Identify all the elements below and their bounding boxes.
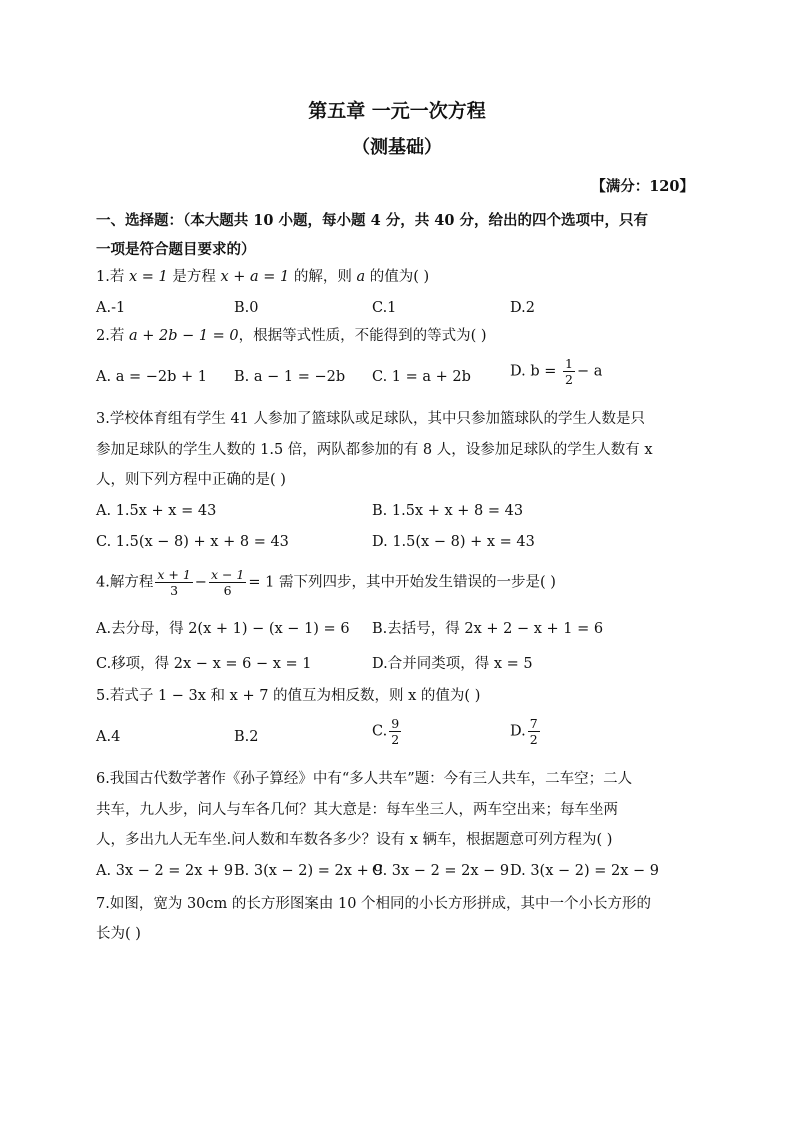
q1-text-d: 的值为( ) [365,269,430,285]
q6-option-a: A. 3x − 2 = 2x + 9 [96,863,234,879]
q4-fraction-1 [155,567,192,598]
q1-text-b: 是方程 [167,269,221,285]
q2-math: a + 2b − 1 = 0 [128,328,239,344]
q6-option-b: B. 3(x − 2) = 2x + 9 [234,863,383,879]
q2-option-a: A. a = −2b + 1 [96,369,207,385]
q4-option-b: B.去括号，得 2x + 2 − x + 1 = 6 [372,621,604,637]
q5-option-c-numerator: 9 [391,716,400,731]
q2-option-d-prefix: D. b = [510,363,561,380]
q4-text-a: 4.解方程 [96,574,154,591]
q2-option-d-denominator: 2 [564,372,573,387]
q4-option-c: C.移项，得 2x − x = 6 − x = 1 [96,656,312,672]
q1-math-1: x = 1 [128,269,168,285]
q3-option-a: A. 1.5x + x = 43 [96,503,217,519]
q4-fraction-1-numerator: x + 1 [157,567,191,582]
q5-option-d-prefix: D. [510,723,526,740]
section-heading-line-1: 一、选择题：（本大题共 10 小题，每小题 4 分，共 40 分，给出的四个选项中，只有 [96,212,648,229]
q1-option-d: D.2 [510,300,535,316]
q4-fraction-1-denominator: 3 [170,583,179,598]
q1-option-a: A.-1 [96,300,126,316]
q3-option-d: D. 1.5(x − 8) + x = 43 [372,534,535,550]
q1-math-3: a [356,269,366,285]
q2-option-d-numerator: 1 [564,356,573,371]
q6-option-d: D. 3(x − 2) = 2x − 9 [510,863,660,879]
question-2-stem [96,322,487,351]
q3-option-b: B. 1.5x + x + 8 = 43 [372,503,524,519]
q4-fraction-2 [209,567,246,598]
question-6-line-1: 6.我国古代数学著作《孙子算经》中有“多人共车”题：今有三人共车，二车空；二人 [96,771,633,787]
q5-option-c-fraction [389,716,401,747]
total-score: 【满分：120】 [591,178,694,195]
question-6-line-2: 共车，九人步，问人与车各几何？其大意是：每车坐三人，两车空出来；每车坐两 [96,802,618,818]
q4-minus: − [194,574,207,591]
question-3-line-2: 参加足球队的学生人数的 1.5 倍，两队都参加的有 8 人，设参加足球队的学生人数有 x [96,442,653,458]
question-5-stem: 5.若式子 1 − 3x 和 x + 7 的值互为相反数，则 x 的值为( ) [96,688,481,704]
question-6-line-3: 人，多出九人无车坐.问人数和车数各多少？设有 x 辆车，根据题意可列方程为( ) [96,832,613,848]
q1-text-a: 1.若 [96,269,129,285]
q2-option-c: C. 1 = a + 2b [372,369,471,385]
section-heading [96,206,648,264]
q5-option-d [510,716,542,747]
q1-text-c: 的解，则 [289,269,357,285]
q2-option-d [510,356,602,387]
section-heading-line-2: 一项是符合题目要求的） [96,241,256,258]
q4-option-d: D.合并同类项，得 x = 5 [372,656,533,672]
q5-option-c-prefix: C. [372,723,388,740]
question-3-line-1: 3.学校体育组有学生 41 人参加了篮球队或足球队，其中只参加篮球队的学生人数是只 [96,411,646,427]
q4-text-b: = 1 需下列四步，其中开始发生错误的一步是( ) [248,574,556,591]
q5-option-d-denominator: 2 [529,732,538,747]
question-4-stem [96,567,556,598]
q2-text-a: 2.若 [96,328,129,344]
q5-option-d-fraction [528,716,540,747]
q4-fraction-2-numerator: x − 1 [210,567,245,582]
q1-option-c: C.1 [372,300,397,316]
q1-math-2: x + a = 1 [220,269,290,285]
q2-option-d-suffix: − a [576,363,603,380]
q4-option-a: A.去分母，得 2(x + 1) − (x − 1) = 6 [96,621,350,637]
question-3-line-3: 人，则下列方程中正确的是( ) [96,472,286,488]
question-7-line-2: 长为( ) [96,926,141,942]
q5-option-d-numerator: 7 [529,716,538,731]
q5-option-a: A.4 [96,729,121,745]
q5-option-c [372,716,403,747]
q1-option-b: B.0 [234,300,259,316]
q2-option-d-fraction [563,356,575,387]
page-title: 第五章 一元一次方程 [308,100,486,122]
q5-option-c-denominator: 2 [391,732,400,747]
q5-option-b: B.2 [234,729,259,745]
q4-fraction-2-denominator: 6 [223,583,232,598]
question-7-line-1: 7.如图，宽为 30cm 的长方形图案由 10 个相同的小长方形拼成，其中一个小长方形的 [96,896,652,912]
q6-option-c: C. 3x − 2 = 2x − 9 [372,863,510,879]
q2-text-b: ，根据等式性质，不能得到的等式为( ) [238,328,487,344]
q3-option-c: C. 1.5(x − 8) + x + 8 = 43 [96,534,289,550]
question-1-stem [96,263,429,292]
q2-option-b: B. a − 1 = −2b [234,369,346,385]
page-subtitle: （测基础） [352,137,442,158]
